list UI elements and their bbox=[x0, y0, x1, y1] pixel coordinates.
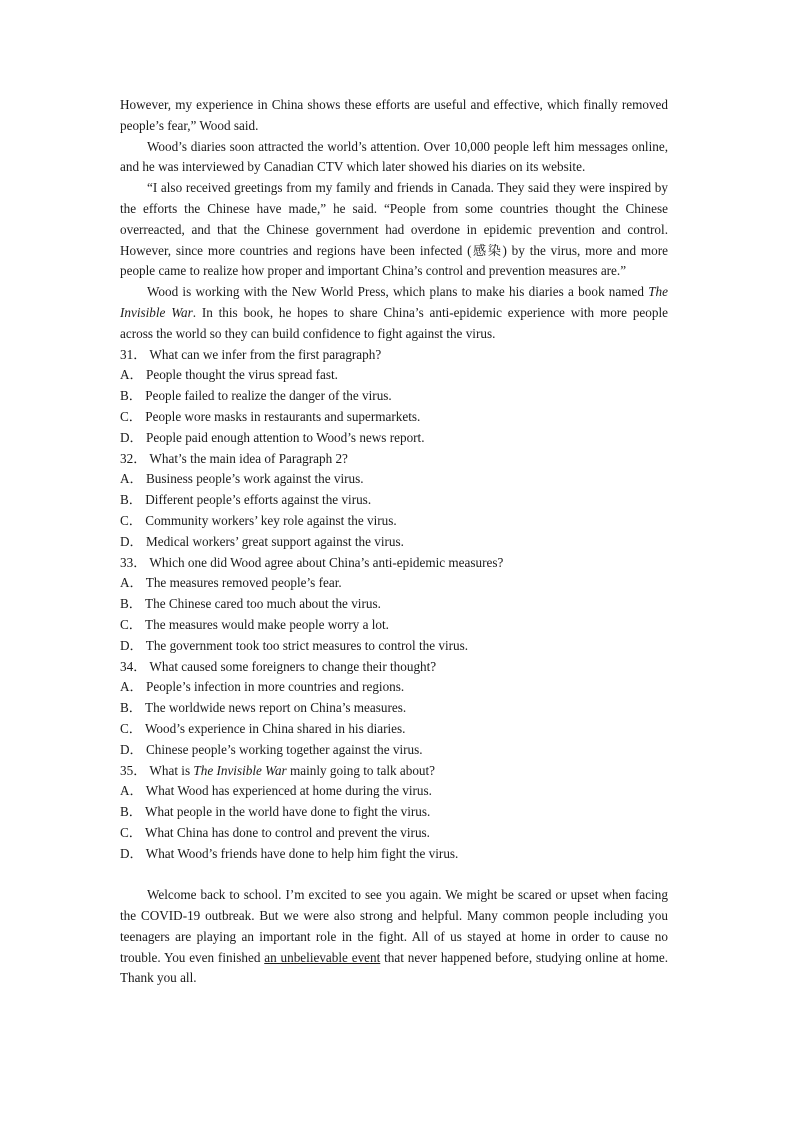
option-b[interactable]: B． Different people’s efforts against the virus. bbox=[120, 492, 372, 508]
option-d[interactable]: D． The government took too strict measures to control the virus. bbox=[120, 637, 469, 653]
question-33 bbox=[120, 553, 668, 657]
passage-paragraph-0: However, my experience in China shows these efforts are useful and effective, which finally removed people’s fear,” Wood said. bbox=[120, 97, 668, 133]
option-a[interactable]: A． The measures removed people’s fear. bbox=[120, 575, 342, 591]
section-gap bbox=[120, 864, 668, 885]
option-c[interactable]: C． What China has done to control and prevent the virus. bbox=[120, 824, 430, 840]
option-d[interactable]: D． What Wood’s friends have done to help him fight the virus. bbox=[120, 845, 459, 861]
stem-text-end: mainly going to talk about? bbox=[286, 762, 436, 778]
letter-text-start: Welcome back to school. I’m excited to see you again. We might be scared or upset when facing the COVID-19 outbreak. But we were also strong and helpful. Many common people including you teenagers are playing an important role in the fight. All of us stayed at home in order to cause no trouble. You even finished bbox=[120, 887, 668, 965]
paragraph-3-text-end: . In this book, he hopes to share China’s anti-epidemic experience with more people across the world so they can build confidence to fight against the virus. bbox=[120, 304, 668, 341]
option-d[interactable]: D． Medical workers’ great support against the virus. bbox=[120, 533, 404, 549]
passage-paragraph-2: “I also received greetings from my family and friends in Canada. They said they were inspired by the efforts the Chinese have made,” he said. “People from some countries thought the Chinese overreacted, and that the Chinese government had overdone in epidemic prevention and control. However, since more countries and regions have been infected (感染) by the virus, more and more people came to realize how proper and important China’s control and prevention measures are.” bbox=[120, 180, 668, 279]
passage-paragraph-1: Wood’s diaries soon attracted the world’s attention. Over 10,000 people left him messages online, and he was interviewed by Canadian CTV which later showed his diaries on its website. bbox=[120, 138, 668, 175]
question-stem: 32． What’s the main idea of Paragraph 2? bbox=[120, 450, 348, 466]
option-d[interactable]: D． Chinese people’s working together against the virus. bbox=[120, 741, 423, 757]
letter-text-end: that never happened before, studying online at home. Thank you all. bbox=[120, 949, 668, 986]
question-34 bbox=[120, 657, 668, 761]
option-c[interactable]: C． Wood’s experience in China shared in his diaries. bbox=[120, 720, 406, 736]
book-title: The Invisible War bbox=[120, 284, 668, 320]
option-a[interactable]: A． What Wood has experienced at home during the virus. bbox=[120, 783, 432, 799]
question-stem: 31． What can we infer from the first paragraph? bbox=[120, 346, 382, 362]
passage-paragraph-3 bbox=[120, 282, 668, 344]
option-c[interactable]: C． The measures would make people worry a lot. bbox=[120, 616, 389, 632]
question-31 bbox=[120, 345, 668, 449]
option-a[interactable]: A． Business people’s work against the virus. bbox=[120, 471, 364, 487]
question-32 bbox=[120, 449, 668, 553]
option-a[interactable]: A． People thought the virus spread fast. bbox=[120, 367, 338, 383]
option-c[interactable]: C． Community workers’ key role against the virus. bbox=[120, 512, 397, 528]
option-d[interactable]: D． People paid enough attention to Wood’s news report. bbox=[120, 429, 425, 445]
book-title: The Invisible War bbox=[193, 762, 287, 778]
option-b[interactable]: B． What people in the world have done to fight the virus. bbox=[120, 804, 431, 820]
paragraph-3-text-start: Wood is working with the New World Press, which plans to make his diaries a book named bbox=[147, 284, 649, 300]
underlined-phrase: an unbelievable event bbox=[264, 949, 381, 965]
question-stem bbox=[120, 761, 668, 782]
option-b[interactable]: B． People failed to realize the danger of the virus. bbox=[120, 388, 392, 404]
question-stem: 33． Which one did Wood agree about China’s anti-epidemic measures? bbox=[120, 554, 504, 570]
option-b[interactable]: B． The Chinese cared too much about the virus. bbox=[120, 596, 381, 612]
option-a[interactable]: A． People’s infection in more countries and regions. bbox=[120, 679, 405, 695]
question-35 bbox=[120, 761, 668, 865]
stem-text-start: 35． What is bbox=[120, 762, 194, 778]
option-b[interactable]: B． The worldwide news report on China’s measures. bbox=[120, 700, 407, 716]
option-c[interactable]: C． People wore masks in restaurants and supermarkets. bbox=[120, 408, 421, 424]
question-stem: 34． What caused some foreigners to change their thought? bbox=[120, 658, 437, 674]
letter-paragraph bbox=[120, 885, 668, 989]
document-page bbox=[120, 95, 668, 989]
